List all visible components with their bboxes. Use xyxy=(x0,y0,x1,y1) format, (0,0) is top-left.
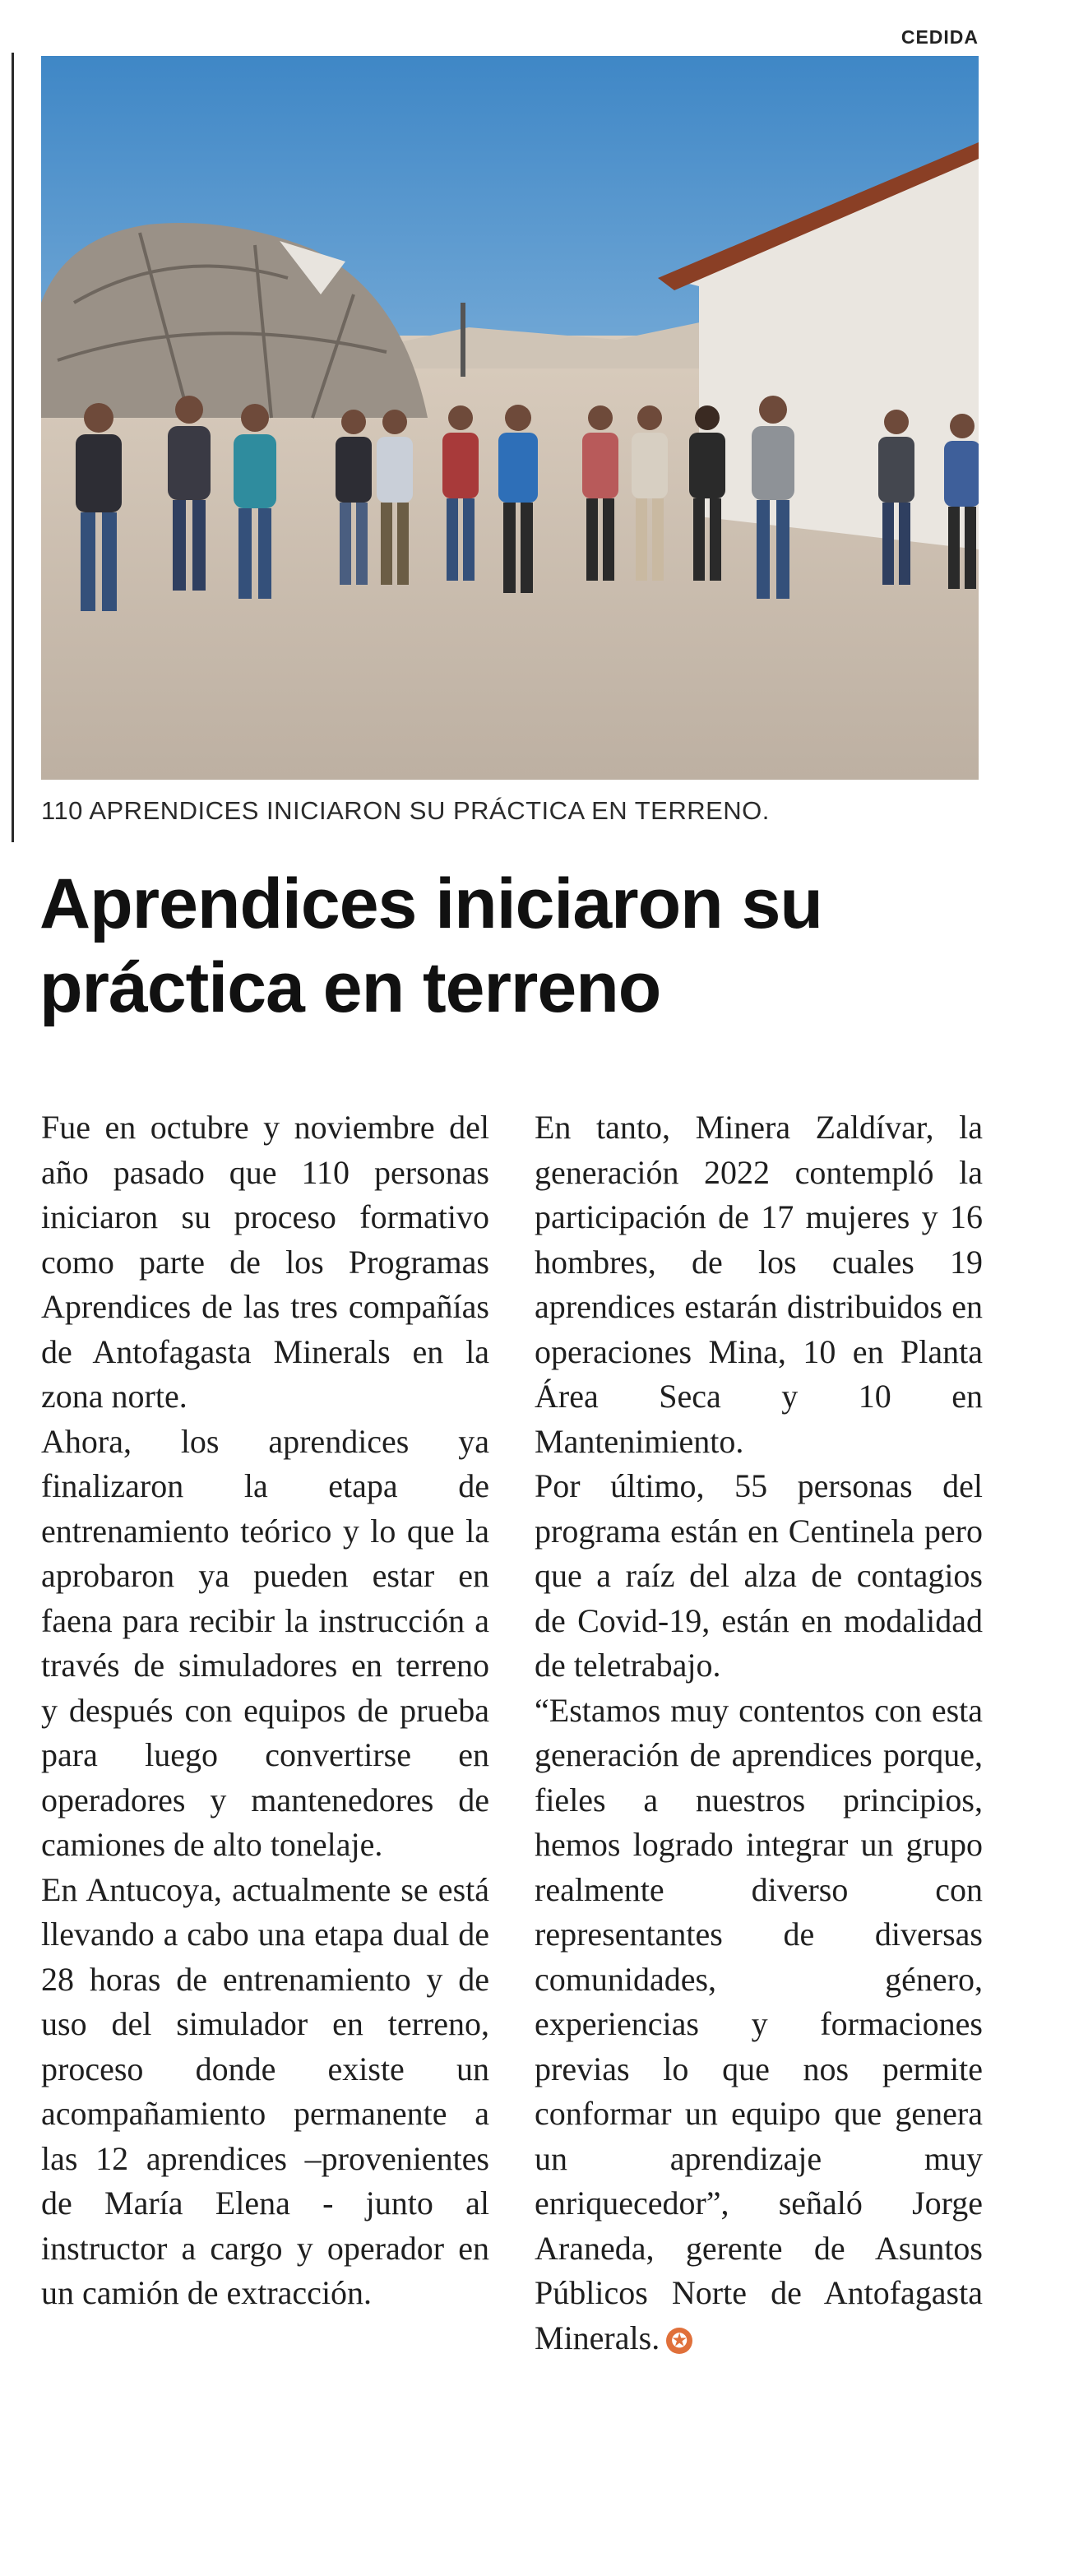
article-column-right xyxy=(535,1105,983,2361)
article-column-left xyxy=(41,1105,489,2316)
photo-credit: CEDIDA xyxy=(900,26,979,48)
paragraph: En tanto, Minera Zaldívar, la generación 2022 contempló la participación de 17 mujeres y 16 hombres, de los cuales 19 aprendices estarán distribuidos en operaciones Mina, 10 en Planta Área Seca y 10 en Mantenimiento. xyxy=(535,1109,983,1460)
paragraph: Fue en octubre y noviembre del año pasado que 110 personas iniciaron su proceso formativo como parte de los Programas Aprendices de las tres compañías de Antofagasta Minerals en la zona norte. xyxy=(41,1109,489,1415)
paragraph: En Antucoya, actualmente se está llevando a cabo una etapa dual de 28 horas de entrenamiento y de uso del simulador en terreno, proceso donde existe un acompañamiento permanente a las 12 aprendices –provenientes de María Elena - junto al instructor a cargo y operador en un camión de extracción. xyxy=(41,1870,489,2311)
article-photo xyxy=(41,56,979,780)
paragraph: Ahora, los aprendices ya finalizaron la etapa de entrenamiento teórico y lo que la aprobaron ya pueden estar en faena para recibir la instrucción a través de simuladores en terreno y después con equipos de prueba para luego convertirse en operadores y mantenedores de camiones de alto tonelaje. xyxy=(41,1422,489,1863)
headline: Aprendices iniciaron su práctica en terreno xyxy=(39,864,822,1027)
paragraph-text: “Estamos muy contentos con esta generación de aprendices porque, fieles a nuestros principios, hemos logrado integrar un grupo realmente diverso con representantes de diversas comunidades, género, experiencias y formaciones previas lo que nos permite conformar un equipo que genera un aprendizaje muy enriquecedor”, señaló Jorge Araneda, gerente de Asuntos Públicos Norte de Antofagasta Minerals. xyxy=(535,1691,983,2356)
side-rule xyxy=(12,53,14,842)
paragraph: Por último, 55 personas del programa están en Centinela pero que a raíz del alza de contagios de Covid-19, están en modalidad de teletrabajo. xyxy=(535,1467,983,1684)
star-circle-icon: ✪ xyxy=(666,2328,692,2354)
photo-caption: 110 APRENDICES INICIARON SU PRÁCTICA EN TERRENO. xyxy=(41,796,770,825)
paragraph-final xyxy=(535,1689,983,2361)
